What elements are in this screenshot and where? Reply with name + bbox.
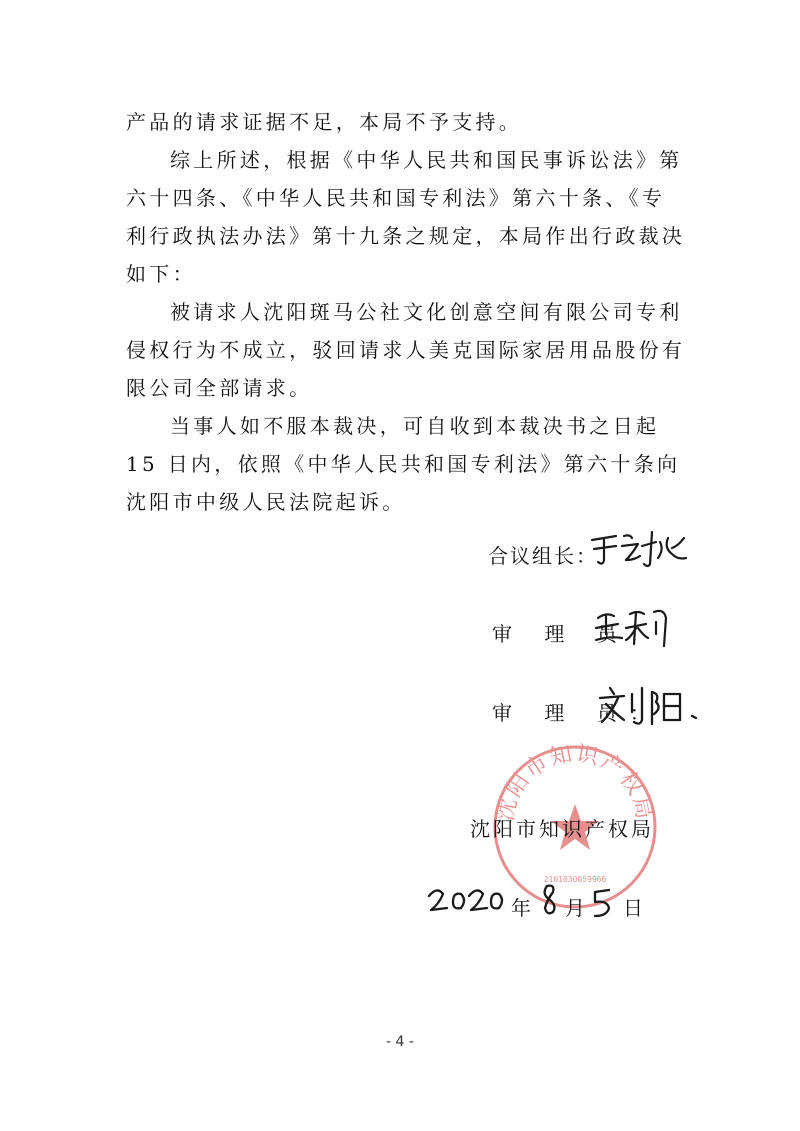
issuing-authority: 沈阳市知识产权局 [470, 817, 654, 841]
paragraph-appeal: 当事人如不服本裁决，可自收到本裁决书之日起 15 日内，依照《中华人民共和国专利法》第六十条向沈阳市中级人民法院起诉。 [126, 414, 681, 514]
chief-handwritten-signature [586, 524, 701, 572]
member1-handwritten-signature [592, 600, 684, 652]
handwritten-month [537, 880, 563, 920]
chief-signature-row [488, 540, 598, 569]
paragraph-legal-basis: 综上所述，根据《中华人民共和国民事诉讼法》第六十四条、《中华人民共和国专利法》第六十条、《专利行政执法办法》第十九条之规定，本局作出行政裁决如下： [126, 148, 686, 286]
seal-text: 沈阳市知识产权局 [493, 742, 657, 824]
member1-label: 审 理 员： [492, 622, 663, 646]
date-day-unit: 日 [623, 896, 643, 920]
decision-body [126, 103, 686, 521]
handwritten-day [587, 882, 621, 922]
page-number: - 4 - [386, 1034, 414, 1050]
seal-code: 2101030059966 [543, 875, 607, 884]
handwritten-year [425, 880, 507, 920]
member2-handwritten-signature [596, 680, 701, 732]
member2-label: 审 理 员： [492, 701, 663, 725]
chief-label: 合议组长： [488, 544, 598, 568]
paragraph-evidence: 产品的请求证据不足，本局不予支持。 [126, 110, 523, 134]
date-month-unit: 月 [565, 896, 585, 920]
date-year-unit: 年 [511, 896, 531, 920]
decision-date [425, 880, 665, 930]
paragraph-ruling: 被请求人沈阳斑马公社文化创意空间有限公司专利侵权行为不成立，驳回请求人美克国际家居用品股份有限公司全部请求。 [126, 300, 686, 400]
